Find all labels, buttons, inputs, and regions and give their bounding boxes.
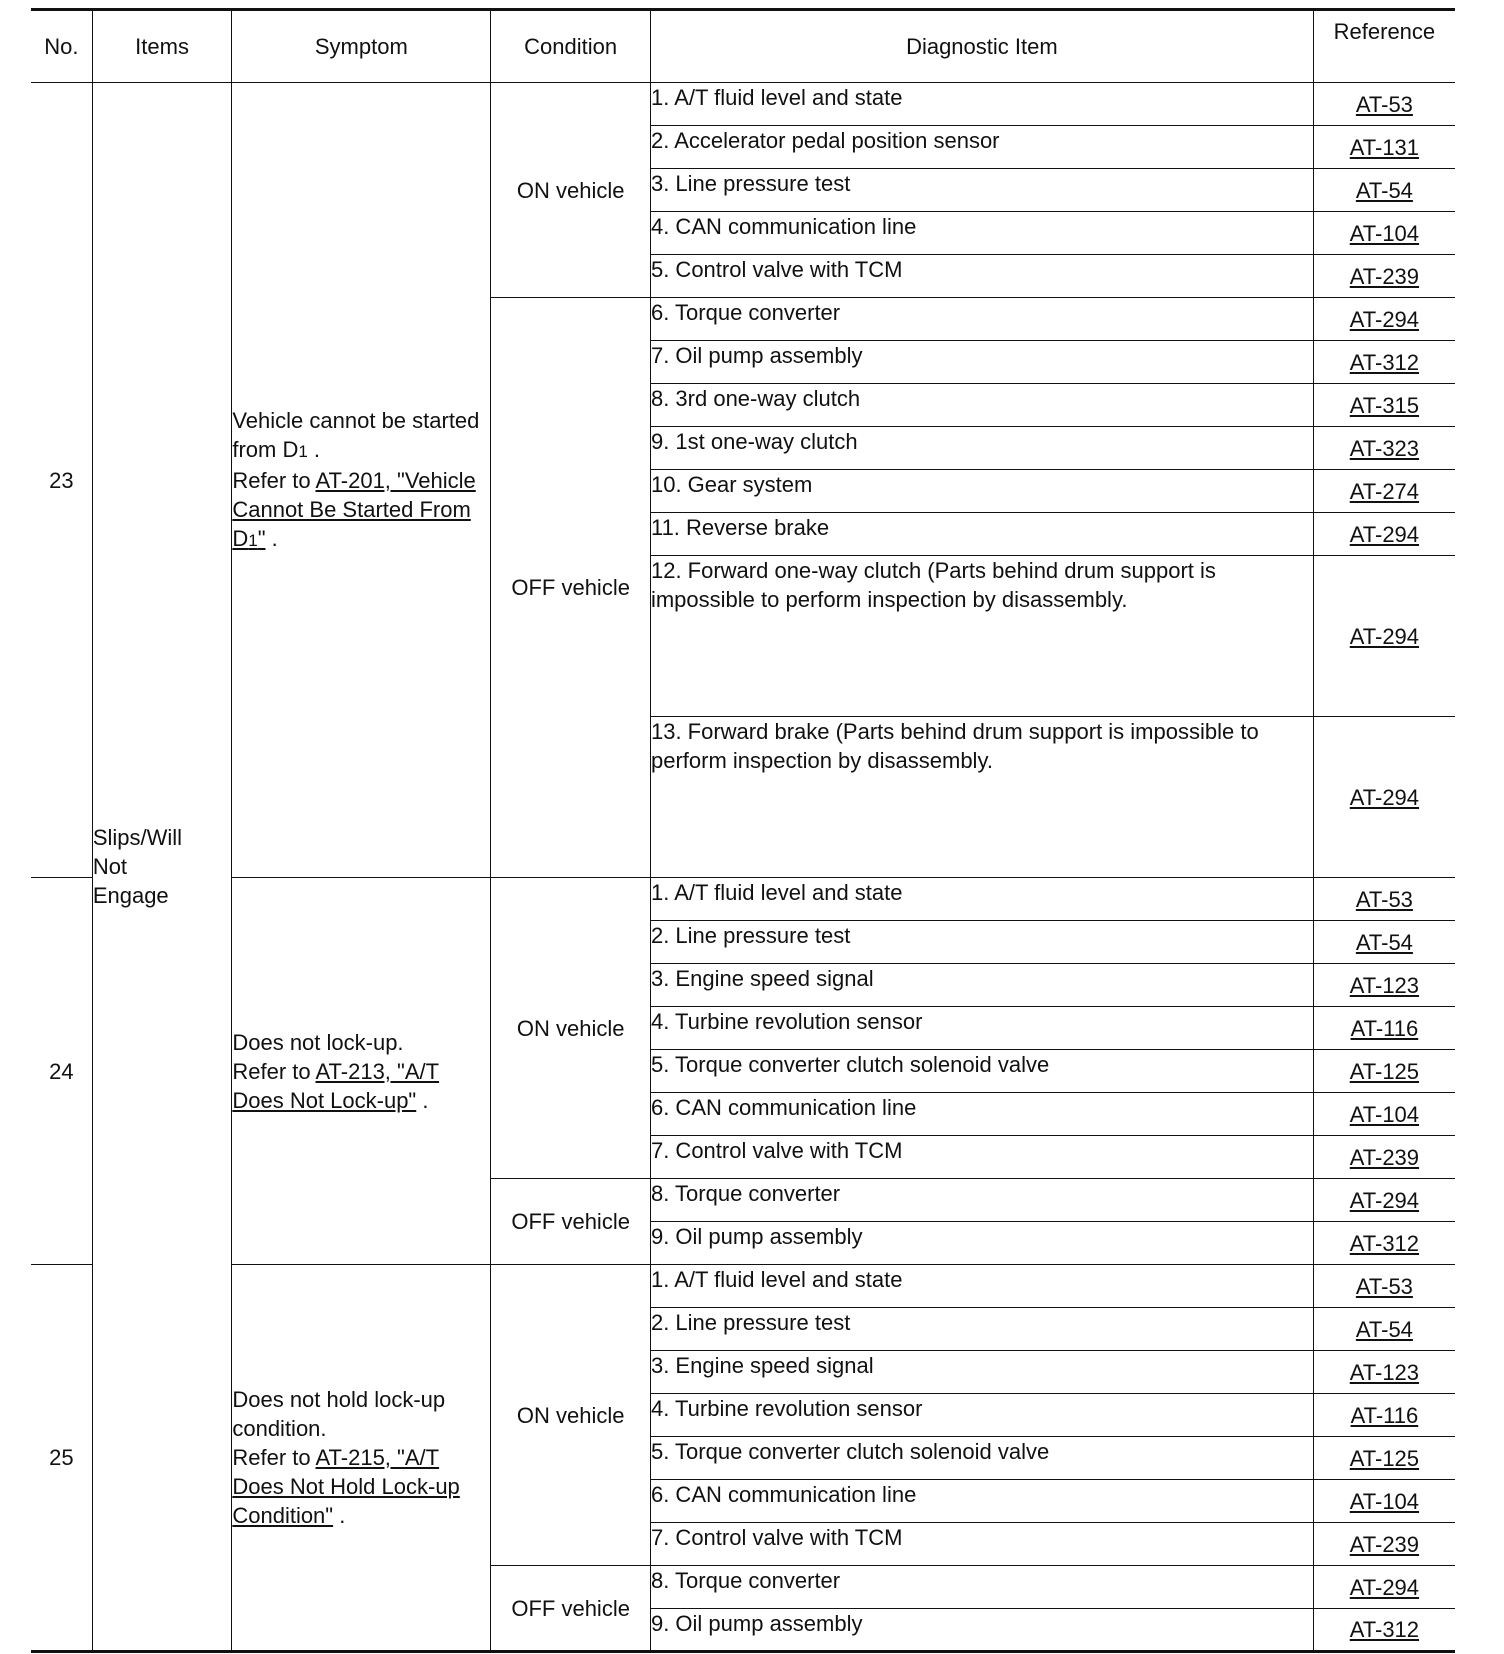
header-diagnostic-item: Diagnostic Item (650, 10, 1313, 83)
row-number: 25 (31, 1265, 92, 1652)
symptom-text: Does not hold lock-up condition. (232, 1387, 446, 1441)
reference-link[interactable]: AT-315 (1349, 392, 1420, 418)
diagnostic-item: 10. Gear system (650, 470, 1313, 513)
diagnostic-item: 8. Torque converter (650, 1179, 1313, 1222)
reference-cell[interactable] (1313, 1136, 1455, 1179)
diagnostic-item: 7. Oil pump assembly (650, 341, 1313, 384)
symptom-cell: Does not lock-up. Refer to AT-213, "A/T Does Not Lock-up" . (232, 878, 491, 1265)
reference-link[interactable]: AT-312 (1349, 1617, 1420, 1642)
reference-cell[interactable] (1313, 1179, 1455, 1222)
header-row (31, 10, 1455, 83)
header-condition: Condition (491, 10, 651, 83)
symptom-cell: Vehicle cannot be started from D1 . Refer to AT-201, "Vehicle Cannot Be Started From D1" . (232, 83, 491, 878)
symptom-reference-link[interactable]: AT-215, "A/T Does Not Hold Lock-up Condition" (232, 1445, 460, 1528)
reference-cell[interactable] (1313, 169, 1455, 212)
item-group-label: Slips/Will Not Engage (92, 825, 183, 908)
table-row (31, 83, 1455, 126)
diagnostic-table (31, 8, 1455, 1653)
header-no: No. (31, 10, 92, 83)
reference-link[interactable]: AT-131 (1349, 134, 1420, 160)
reference-cell[interactable] (1313, 1480, 1455, 1523)
reference-link[interactable]: AT-104 (1349, 220, 1420, 246)
diagnostic-item: 4. Turbine revolution sensor (650, 1007, 1313, 1050)
diagnostic-item: 8. Torque converter (650, 1566, 1313, 1609)
reference-cell[interactable] (1313, 878, 1455, 921)
reference-link[interactable]: AT-123 (1349, 1359, 1420, 1385)
reference-cell[interactable] (1313, 83, 1455, 126)
diagnostic-item: 3. Engine speed signal (650, 1351, 1313, 1394)
diagnostic-item: 1. A/T fluid level and state (650, 878, 1313, 921)
reference-link[interactable]: AT-312 (1349, 349, 1420, 375)
reference-cell[interactable] (1313, 1394, 1455, 1437)
diagnostic-item: 5. Torque converter clutch solenoid valve (650, 1437, 1313, 1480)
reference-cell[interactable] (1313, 717, 1455, 878)
row-number: 23 (31, 83, 92, 878)
header-items: Items (92, 10, 232, 83)
reference-link[interactable]: AT-125 (1349, 1058, 1420, 1084)
reference-cell[interactable] (1313, 470, 1455, 513)
diagnostic-item: 3. Engine speed signal (650, 964, 1313, 1007)
reference-cell[interactable] (1313, 1093, 1455, 1136)
condition-cell: ON vehicle (491, 83, 651, 298)
reference-link[interactable]: AT-239 (1349, 1531, 1420, 1557)
reference-link[interactable]: AT-53 (1355, 1273, 1413, 1299)
reference-link[interactable]: AT-53 (1355, 886, 1413, 912)
reference-link[interactable]: AT-116 (1350, 1015, 1419, 1041)
reference-link[interactable]: AT-54 (1355, 177, 1413, 203)
reference-link[interactable]: AT-123 (1349, 972, 1420, 998)
reference-cell[interactable] (1313, 1609, 1455, 1652)
reference-link[interactable]: AT-54 (1355, 929, 1413, 955)
diagnostic-item: 2. Line pressure test (650, 921, 1313, 964)
reference-cell[interactable] (1313, 126, 1455, 169)
symptom-reference-link[interactable]: AT-201, "Vehicle Cannot Be Started From D1" (232, 467, 476, 551)
reference-cell[interactable] (1313, 1050, 1455, 1093)
diagnostic-item: 4. CAN communication line (650, 212, 1313, 255)
reference-cell[interactable] (1313, 1265, 1455, 1308)
reference-link[interactable]: AT-294 (1349, 1187, 1420, 1213)
reference-cell[interactable] (1313, 341, 1455, 384)
diagnostic-item: 4. Turbine revolution sensor (650, 1394, 1313, 1437)
reference-link[interactable]: AT-294 (1349, 784, 1420, 810)
reference-link[interactable]: AT-125 (1349, 1445, 1420, 1471)
condition-cell: ON vehicle (491, 878, 651, 1179)
diagnostic-item: 9. Oil pump assembly (650, 1222, 1313, 1265)
diagnostic-item: 5. Control valve with TCM (650, 255, 1313, 298)
diagnostic-item: 6. Torque converter (650, 298, 1313, 341)
diagnostic-item: 3. Line pressure test (650, 169, 1313, 212)
diagnostic-item: 8. 3rd one-way clutch (650, 384, 1313, 427)
reference-cell[interactable] (1313, 427, 1455, 470)
condition-cell: ON vehicle (491, 1265, 651, 1566)
symptom-text: Does not lock-up. (232, 1029, 404, 1055)
reference-cell[interactable] (1313, 921, 1455, 964)
diagnostic-item: 12. Forward one-way clutch (Parts behind drum support is impossible to perform inspection by disassembly. (650, 556, 1313, 717)
reference-link[interactable]: AT-294 (1349, 623, 1420, 649)
reference-link[interactable]: AT-239 (1349, 263, 1420, 289)
header-symptom: Symptom (232, 10, 491, 83)
reference-cell[interactable] (1313, 1351, 1455, 1394)
reference-link[interactable]: AT-116 (1350, 1402, 1419, 1428)
reference-link[interactable]: AT-104 (1349, 1101, 1420, 1127)
reference-cell[interactable] (1313, 255, 1455, 298)
symptom-reference-link[interactable]: AT-213, "A/T Does Not Lock-up" (232, 1058, 440, 1113)
diagnostic-item: 7. Control valve with TCM (650, 1523, 1313, 1566)
diagnostic-item: 2. Accelerator pedal position sensor (650, 126, 1313, 169)
reference-link[interactable]: AT-294 (1349, 1574, 1420, 1600)
reference-link[interactable]: AT-239 (1349, 1144, 1420, 1170)
reference-cell[interactable] (1313, 1308, 1455, 1351)
diagnostic-item: 9. Oil pump assembly (650, 1609, 1313, 1652)
reference-link[interactable]: AT-54 (1355, 1316, 1413, 1342)
reference-link[interactable]: AT-312 (1349, 1230, 1420, 1256)
reference-link[interactable]: AT-323 (1349, 435, 1420, 461)
diagnostic-item: 11. Reverse brake (650, 513, 1313, 556)
reference-link[interactable]: AT-294 (1349, 521, 1420, 547)
diagnostic-item: 1. A/T fluid level and state (650, 83, 1313, 126)
diagnostic-item: 2. Line pressure test (650, 1308, 1313, 1351)
reference-cell[interactable] (1313, 298, 1455, 341)
diagnostic-item: 5. Torque converter clutch solenoid valve (650, 1050, 1313, 1093)
symptom-cell: Does not hold lock-up condition. Refer to AT-215, "A/T Does Not Hold Lock-up Condition" . (232, 1265, 491, 1652)
diagnostic-item: 13. Forward brake (Parts behind drum support is impossible to perform inspection by disassembly. (650, 717, 1313, 878)
table-row (31, 878, 1455, 921)
row-number: 24 (31, 878, 92, 1265)
reference-cell[interactable] (1313, 1007, 1455, 1050)
table-row (31, 1265, 1455, 1308)
reference-cell[interactable] (1313, 1222, 1455, 1265)
reference-cell[interactable] (1313, 212, 1455, 255)
condition-cell: OFF vehicle (491, 1566, 651, 1652)
header-reference: Reference (1313, 10, 1455, 83)
item-group (92, 83, 232, 1652)
reference-cell[interactable] (1313, 384, 1455, 427)
reference-link[interactable]: AT-53 (1355, 91, 1413, 117)
diagnostic-item: 7. Control valve with TCM (650, 1136, 1313, 1179)
reference-link[interactable]: AT-104 (1349, 1488, 1420, 1514)
reference-cell[interactable] (1313, 513, 1455, 556)
diagnostic-item: 6. CAN communication line (650, 1480, 1313, 1523)
reference-link[interactable]: AT-274 (1349, 478, 1420, 504)
condition-cell: OFF vehicle (491, 298, 651, 878)
reference-cell[interactable] (1313, 1437, 1455, 1480)
diagnostic-item: 6. CAN communication line (650, 1093, 1313, 1136)
reference-cell[interactable] (1313, 1523, 1455, 1566)
reference-cell[interactable] (1313, 1566, 1455, 1609)
reference-link[interactable]: AT-294 (1349, 306, 1420, 332)
reference-cell[interactable] (1313, 964, 1455, 1007)
symptom-text: Vehicle cannot be started from D1 . (232, 407, 480, 462)
diagnostic-item: 1. A/T fluid level and state (650, 1265, 1313, 1308)
diagnostic-item: 9. 1st one-way clutch (650, 427, 1313, 470)
condition-cell: OFF vehicle (491, 1179, 651, 1265)
reference-cell[interactable] (1313, 556, 1455, 717)
